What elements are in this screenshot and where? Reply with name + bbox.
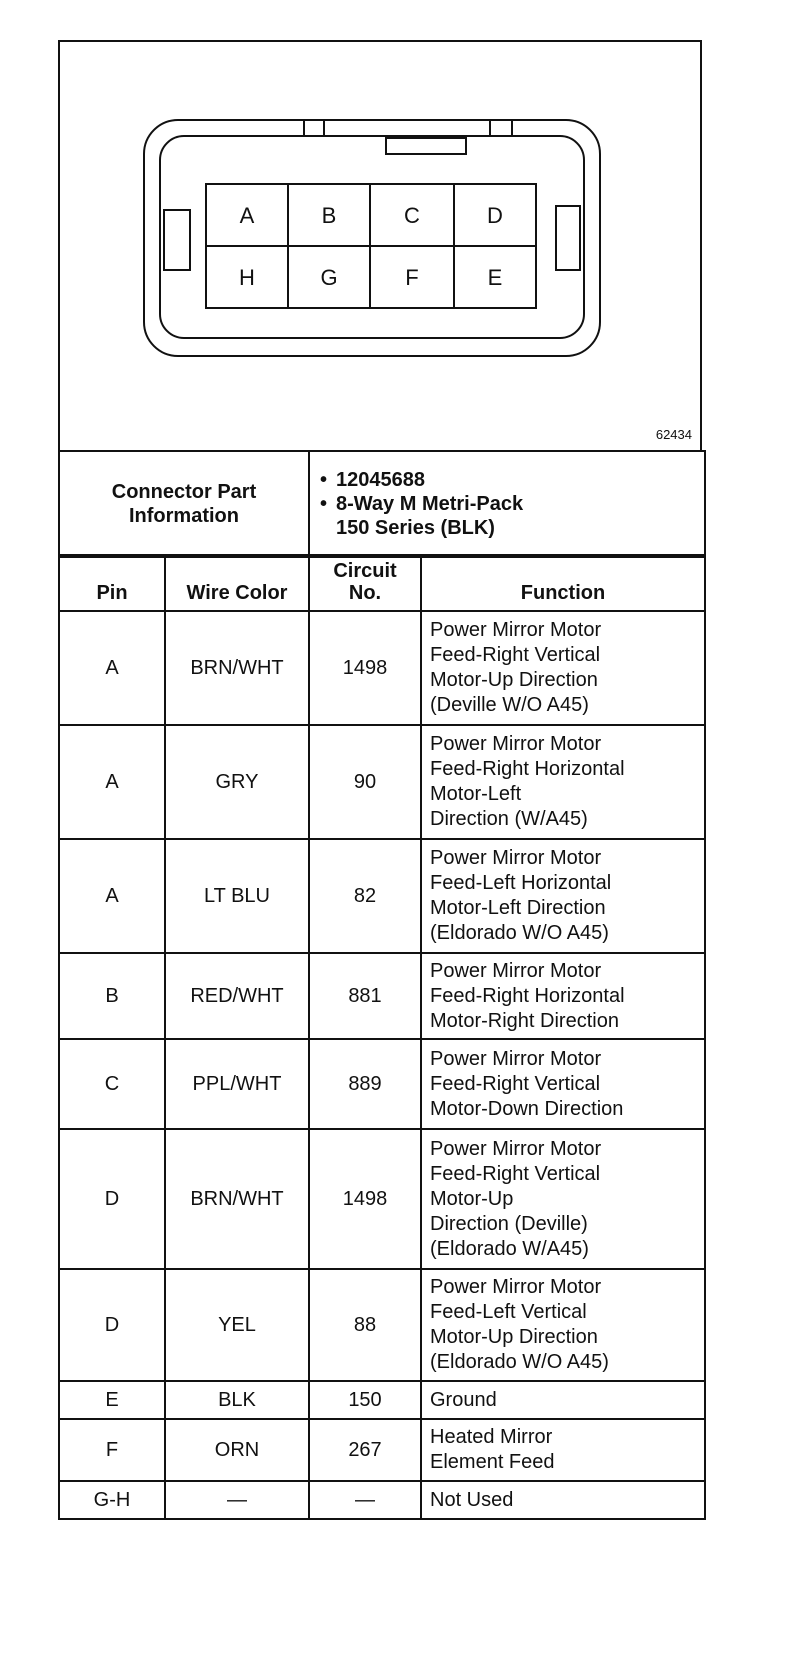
cavity-label-a: A [239,203,255,228]
table-row [59,1039,705,1129]
pin-cell: D [59,1269,165,1381]
wire-color-cell: RED/WHT [165,953,309,1039]
wire-color-cell: LT BLU [165,839,309,953]
circuit-cell: 82 [309,839,421,953]
cavity-label-c: C [404,203,420,228]
wire-color-cell: GRY [165,725,309,839]
cavity-label-b: B [321,203,337,228]
table-row [59,1419,705,1481]
function-cell: Power Mirror Motor Feed-Left Horizontal Motor-Left Direction (Eldorado W/O A45) [421,839,705,953]
pin-cell: B [59,953,165,1039]
function-cell: Power Mirror Motor Feed-Left Vertical Motor-Up Direction (Eldorado W/O A45) [421,1269,705,1381]
connector-info-label [59,451,309,557]
pin-cell: E [59,1381,165,1419]
connector-info-values [309,451,705,557]
wire-color-cell: BRN/WHT [165,1129,309,1269]
cavity-label-d: D [487,203,503,228]
cavity-label-f: F [405,265,419,290]
wire-color-cell: BRN/WHT [165,611,309,725]
header-circuit-line1: Circuit [333,560,397,582]
function-cell: Heated Mirror Element Feed [421,1419,705,1481]
wire-color-cell: ORN [165,1419,309,1481]
function-cell: Power Mirror Motor Feed-Right Vertical Motor-Down Direction [421,1039,705,1129]
table-row [59,1481,705,1519]
wire-color-cell: PPL/WHT [165,1039,309,1129]
table-row [59,953,705,1039]
header-wire-color: Wire Color [165,555,309,611]
table-row [59,611,705,725]
circuit-cell: 1498 [309,1129,421,1269]
connector-face-drawing [60,42,704,452]
cavity-label-e: E [487,265,503,290]
pin-cell: C [59,1039,165,1129]
connector-info-label-line2: Information [129,505,239,527]
header-function: Function [421,555,705,611]
header-circuit-no [309,555,421,611]
circuit-cell: 150 [309,1381,421,1419]
connector-description-line2: 150 Series (BLK) [336,517,495,539]
wire-color-cell: YEL [165,1269,309,1381]
circuit-cell: 881 [309,953,421,1039]
pin-table [58,554,706,1520]
circuit-cell: 889 [309,1039,421,1129]
header-pin: Pin [59,555,165,611]
pin-cell: A [59,611,165,725]
function-cell: Not Used [421,1481,705,1519]
connector-sheet [58,40,704,1560]
table-row [59,1269,705,1381]
circuit-cell: — [309,1481,421,1519]
wire-color-cell: BLK [165,1381,309,1419]
connector-info-label-line1: Connector Part [111,481,257,503]
table-row [59,725,705,839]
table-row [59,1129,705,1269]
pin-cell: F [59,1419,165,1481]
function-cell: Power Mirror Motor Feed-Right Horizontal Motor-Right Direction [421,953,705,1039]
circuit-cell: 1498 [309,611,421,725]
connector-info-table [58,450,706,558]
figure-id: 62434 [655,427,692,442]
function-cell: Power Mirror Motor Feed-Right Vertical Motor-Up Direction (Deville) (Eldorado W/A45) [421,1129,705,1269]
function-cell: Power Mirror Motor Feed-Right Horizontal Motor-Left Direction (W/A45) [421,725,705,839]
pin-table-header [59,555,705,611]
pin-cell: G-H [59,1481,165,1519]
table-row [59,1381,705,1419]
pin-cell: A [59,839,165,953]
function-cell: Ground [421,1381,705,1419]
function-cell: Power Mirror Motor Feed-Right Vertical Motor-Up Direction (Deville W/O A45) [421,611,705,725]
circuit-cell: 267 [309,1419,421,1481]
circuit-cell: 88 [309,1269,421,1381]
cavity-label-g: G [320,265,338,290]
table-row [59,839,705,953]
connector-description: • 8-Way M Metri-Pack [336,492,704,516]
cavity-label-h: H [239,265,255,290]
pin-cell: D [59,1129,165,1269]
pin-cell: A [59,725,165,839]
connector-diagram [58,40,702,450]
part-number: • 12045688 [336,468,704,492]
wire-color-cell: — [165,1481,309,1519]
header-circuit-line2: No. [348,582,382,604]
circuit-cell: 90 [309,725,421,839]
